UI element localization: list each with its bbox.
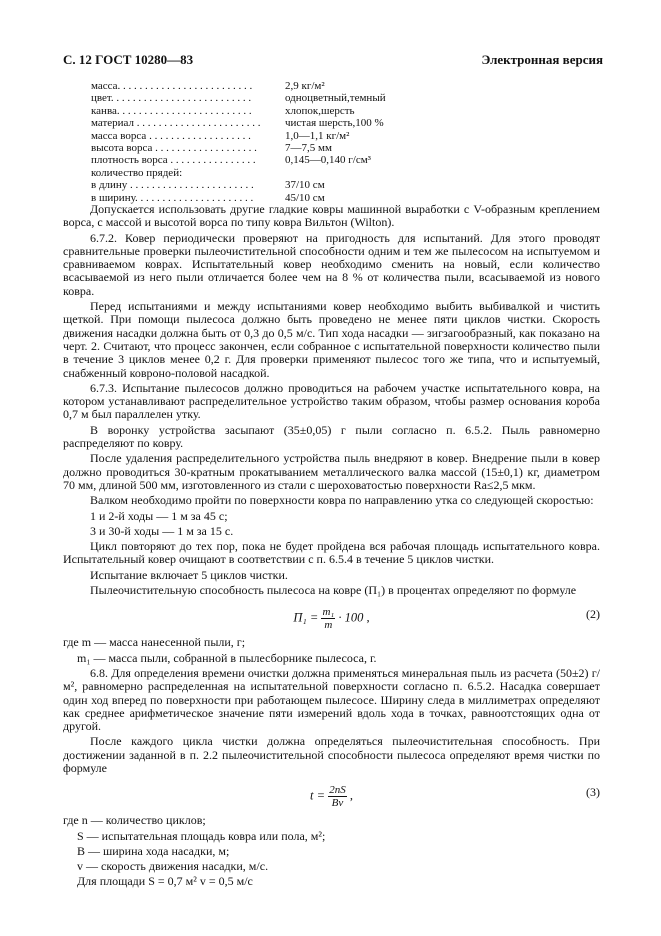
formula-fraction	[328, 784, 347, 809]
spec-value: 45/10 см	[285, 191, 325, 204]
where-line: где n — количество циклов;	[63, 813, 206, 828]
spec-value: чистая шерсть,100 %	[285, 117, 384, 130]
where-line: v — скорость движения насадки, м/с.	[77, 859, 269, 874]
header-standard-ref: С. 12 ГОСТ 10280—83	[63, 52, 194, 67]
carpet-spec-table	[91, 80, 421, 204]
spec-label: в длину . . . . . . . . . . . . . . . . . . . . . . .	[91, 179, 254, 192]
formula-number: (2)	[586, 607, 600, 622]
paragraph: Цикл повторяют до тех пор, пока не будет пройдена вся рабочая площадь испытательного ковра. Испытательный ковер очищают в соответствии с п. 6.5.4 в течение 5 циклов чистки.	[63, 539, 600, 567]
spec-label: количество прядей:	[91, 166, 183, 179]
spec-value: 0,145—0,140 г/см³	[285, 154, 371, 167]
formula-cleaning-time	[63, 778, 600, 810]
spec-value: хлопок,шерсть	[285, 104, 355, 117]
spec-value: 7—7,5 мм	[285, 141, 332, 154]
spec-value: 1,0—1,1 кг/м²	[285, 129, 350, 142]
spec-row	[91, 142, 421, 154]
where-line: S — испытательная площадь ковра или пола, м²;	[77, 828, 326, 843]
spec-label: масса. . . . . . . . . . . . . . . . . . . . . . . . .	[91, 80, 253, 92]
paragraph: Допускается использовать другие гладкие ковры машинной выработки с V-образным креплением ворса, с массой и высотой ворса по типу ковра Вильтон (Wilton).	[63, 202, 600, 230]
paragraph: Пылеочистительную способность пылесоса на ковре (П₁) в процентах определяют по формуле	[90, 583, 577, 598]
where-line: B — ширина хода насадки, м;	[77, 843, 230, 858]
spec-row	[91, 179, 421, 191]
where-line: где m — масса нанесенной пыли, г;	[63, 635, 246, 650]
paragraph: Испытание включает 5 циклов чистки.	[90, 567, 288, 582]
paragraph: 1 и 2-й ходы — 1 м за 45 с;	[90, 508, 228, 523]
spec-row	[91, 130, 421, 142]
spec-row	[91, 92, 421, 104]
spec-label: канва. . . . . . . . . . . . . . . . . . . . . . . . .	[91, 104, 252, 117]
spec-row	[91, 154, 421, 166]
formula-expression	[63, 784, 600, 809]
paragraph: 3 и 30-й ходы — 1 м за 15 с.	[90, 523, 234, 538]
document-body	[63, 203, 600, 891]
formula-cleaning-efficiency	[63, 600, 600, 632]
spec-row	[91, 117, 421, 129]
formula-lhs: t =	[310, 788, 326, 803]
formula-lhs: П₁ =	[293, 610, 319, 625]
spec-value: 2,9 кг/м²	[285, 80, 325, 92]
formula-rhs: ,	[349, 788, 353, 803]
spec-value: 37/10 см	[285, 179, 325, 192]
spec-label: в ширину. . . . . . . . . . . . . . . . . . . . . .	[91, 191, 254, 204]
spec-value: одноцветный,темный	[285, 92, 386, 105]
spec-label: масса ворса . . . . . . . . . . . . . . . . . . .	[91, 129, 251, 142]
fraction-denominator: m	[324, 619, 333, 632]
paragraph: 6.7.3. Испытание пылесосов должно проводиться на рабочем участке испытательного ковра, на котором устанавливают распределительное устройство таким образом, чтобы размер основания короба 0,7 м был параллелен утку.	[63, 380, 600, 422]
header-edition-label: Электронная версия	[481, 52, 603, 67]
spec-row	[91, 167, 421, 179]
spec-label: высота ворса . . . . . . . . . . . . . . . . . . .	[91, 141, 257, 154]
where-line: m₁ — масса пыли, собранной в пылесборнике пылесоса, г.	[77, 650, 377, 665]
formula-expression	[63, 606, 600, 631]
paragraph: 6.8. Для определения времени очистки должна применяться минеральная пыль из расчета (50±2) г/м², равномерно распределенная на испытательной поверхности согласно п. 6.5.2. Насадка совершает один ход вперед по поверхности при работающем пылесосе. Ширину следа в миллиметрах определяют как среднее арифметическое значение пяти измерений вдоль хода в точках, равноотстоящих одна от другой.	[63, 665, 600, 734]
paragraph: После удаления распределительного устройства пыль внедряют в ковер. Внедрение пыли в ковер должно проводиться 30-кратным прокатыванием металлического валка массой (15±0,1) кг, диаметром 70 мм, длиной 500 мм, изготовленного из стали с шероховатостью поверхности Ra≤2,5 мкм.	[63, 451, 600, 492]
paragraph: В воронку устройства засыпают (35±0,05) г пыли согласно п. 6.5.2. Пыль равномерно распределяют по ковру.	[63, 422, 600, 451]
page-header	[63, 52, 603, 70]
spec-label: материал . . . . . . . . . . . . . . . . . . . . . . .	[91, 117, 261, 130]
spec-row	[91, 80, 421, 92]
paragraph: После каждого цикла чистки должна определяться пылеочистительная способность. При достижении заданной в п. 2.2 пылеочистительной способности пылесоса определяют время чистки по формуле	[63, 734, 600, 775]
formula-number: (3)	[586, 785, 600, 800]
spec-label: плотность ворса . . . . . . . . . . . . . . . .	[91, 154, 256, 167]
paragraph: 6.7.2. Ковер периодически проверяют на пригодность для испытаний. Для этого проводят сравнительные проверки пылеочистительной способности одним и тем же пылесосом на испытуемом и сравниваемом коврах. Испытательный ковер необходимо сменить на новый, если количество всасываемой из него пыли отличается более чем на 8 % от количества пыли, всасываемой из нового ковра.	[63, 230, 600, 298]
fraction-numerator: m₁	[322, 606, 335, 619]
paragraph: Валком необходимо пройти по поверхности ковра по направлению утка со следующей скоростью:	[90, 493, 594, 508]
formula-rhs: · 100 ,	[338, 610, 370, 625]
paragraph: Перед испытаниями и между испытаниями ковер необходимо выбить выбивалкой и чистить щеткой. При помощи пылесоса должно быть проведено не менее пяти циклов чистки. Скорость движения насадки должна быть от 0,3 до 0,5 м/с. Тип хода насадки — зигзагообразный, как показано на черт. 2. Считают, что процесс закончен, если собранное с испытательной поверхности количество пыли в течение 3 циклов менее 0,2 г. Для проверки применяют пылесос того же типа, что и испытуемый, снабженный ковроно-половой насадкой.	[63, 299, 600, 380]
where-line: Для площади S = 0,7 м² v = 0,5 м/с	[77, 874, 253, 889]
spec-row	[91, 105, 421, 117]
fraction-numerator: 2nS	[329, 784, 346, 797]
formula-fraction	[321, 606, 335, 631]
fraction-denominator: Bv	[331, 797, 344, 810]
spec-label: цвет. . . . . . . . . . . . . . . . . . . . . . . . . .	[91, 92, 252, 105]
